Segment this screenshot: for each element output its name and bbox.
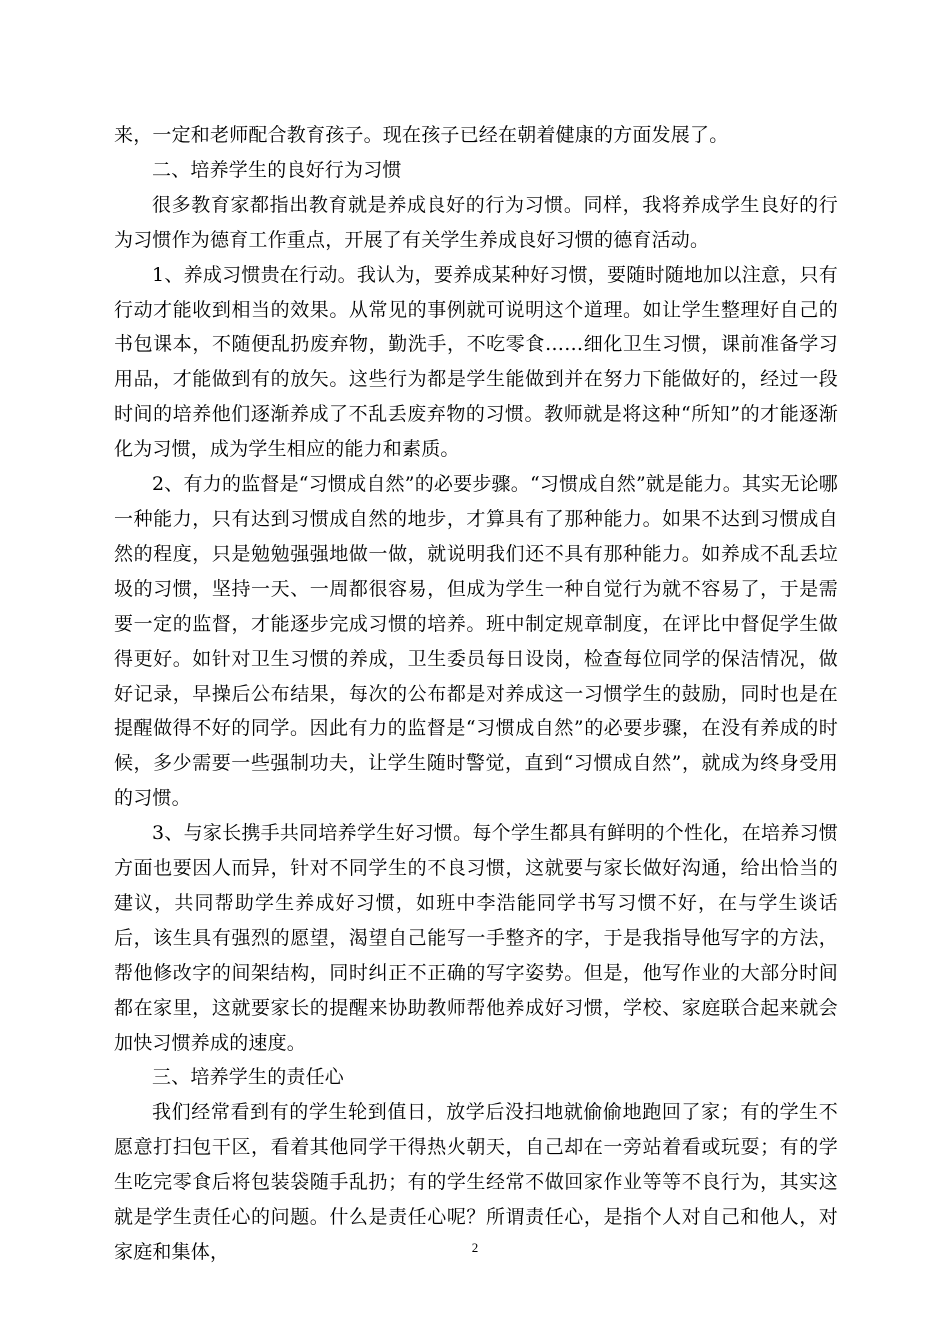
page-number: 2 (471, 1240, 479, 1255)
section-heading-3: 三、培养学生的责任心 (152, 1066, 345, 1089)
paragraph-point-1: 1、养成习惯贵在行动。我认为，要养成某种好习惯，要随时随地加以注意，只有行动才能收到相当的效果。从常见的事例就可说明这个道理。如让学生整理好自己的书包课本，不随便乱扔废弃物，勤洗手，不吃零食……细化卫生习惯，课前准备学习用品，才能做到有的放矢。这些行为都是学生能做到并在努力下能做好的，经过一段时间的培养他们逐渐养成了不乱丢废弃物的习惯。教师就是将这种“所知”的才能逐渐化为习惯，成为学生相应的能力和素质。 (114, 263, 838, 461)
paragraph-responsibility: 我们经常看到有的学生轮到值日，放学后没扫地就偷偷地跑回了家；有的学生不愿意打扫包干区，看着其他同学干得热火朝天，自己却在一旁站着看或玩耍；有的学生吃完零食后将包装袋随手乱扔；有的学生经常不做回家作业等等不良行为，其实这就是学生责任心的问题。什么是责任心呢？所谓责任心，是指个人对自己和他人，对家庭和集体， (114, 1101, 838, 1263)
paragraph-point-2: 2、有力的监督是“习惯成自然”的必要步骤。“习惯成自然”就是能力。其实无论哪一种能力，只有达到习惯成自然的地步，才算具有了那种能力。如果不达到习惯成自然的程度，只是勉勉强强地做一做，就说明我们还不具有那种能力。如养成不乱丢垃圾的习惯，坚持一天、一周都很容易，但成为学生一种自觉行为就不容易了，于是需要一定的监督，才能逐步完成习惯的培养。班中制定规章制度，在评比中督促学生做得更好。如针对卫生习惯的养成，卫生委员每日设岗，检查每位同学的保洁情况，做好记录，早操后公布结果，每次的公布都是对养成这一习惯学生的鼓励，同时也是在提醒做得不好的同学。因此有力的监督是“习惯成自然”的必要步骤，在没有养成的时候，多少需要一些强制功夫，让学生随时警觉，直到“习惯成自然”，就成为终身受用的习惯。 (114, 473, 838, 810)
paragraph-intro-habits: 很多教育家都指出教育就是养成良好的行为习惯。同样，我将养成学生良好的行为习惯作为德育工作重点，开展了有关学生养成良好习惯的德育活动。 (114, 193, 838, 251)
paragraph-point-3: 3、与家长携手共同培养学生好习惯。每个学生都具有鲜明的个性化，在培养习惯方面也要因人而异，针对不同学生的不良习惯，这就要与家长做好沟通，给出恰当的建议，共同帮助学生养成好习惯，如班中李浩能同学书写习惯不好，在与学生谈话后，该生具有强烈的愿望，渴望自己能写一手整齐的字，于是我指导他写字的方法，帮他修改字的间架结构，同时纠正不正确的写字姿势。但是，他写作业的大部分时间都在家里，这就要家长的提醒来协助教师帮他养成好习惯，学校、家庭联合起来就会加快习惯养成的速度。 (114, 822, 838, 1054)
section-heading-2: 二、培养学生的良好行为习惯 (152, 158, 402, 181)
document-body (114, 118, 838, 1270)
paragraph-continuation: 来，一定和老师配合教育孩子。现在孩子已经在朝着健康的方面发展了。 (114, 124, 729, 146)
